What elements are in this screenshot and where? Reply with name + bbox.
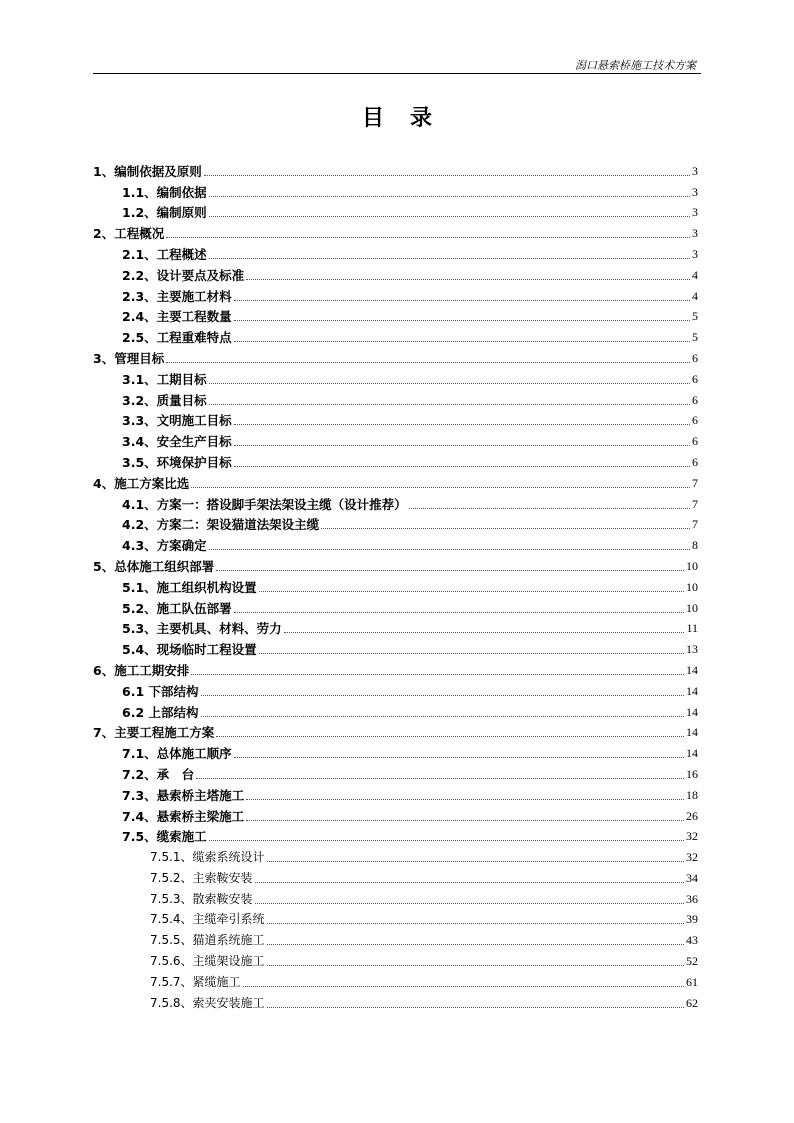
toc-entry-page-number: 10 bbox=[686, 600, 698, 615]
toc-leader-dots bbox=[191, 674, 684, 675]
toc-entry-page-number: 14 bbox=[686, 683, 698, 698]
toc-leader-dots bbox=[255, 903, 684, 904]
toc-entry[interactable] bbox=[93, 241, 698, 262]
toc-entry-label: 6.1 下部结构 bbox=[122, 683, 199, 699]
toc-entry-page-number: 4 bbox=[692, 267, 698, 282]
toc-entry-label: 3.1、工期目标 bbox=[122, 371, 207, 387]
toc-leader-dots bbox=[243, 986, 684, 987]
toc-entry-page-number: 4 bbox=[692, 288, 698, 303]
toc-entry-page-number: 18 bbox=[686, 787, 698, 802]
toc-leader-dots bbox=[267, 944, 684, 945]
toc-entry-page-number: 8 bbox=[692, 538, 698, 553]
toc-entry-label: 7.4、悬索桥主梁施工 bbox=[122, 808, 245, 824]
toc-entry-label: 7.5.5、猫道系统施工 bbox=[150, 933, 265, 948]
toc-entry-label: 5.2、施工队伍部署 bbox=[122, 600, 232, 616]
toc-entry-label: 7.1、总体施工顺序 bbox=[122, 746, 232, 762]
toc-entry[interactable] bbox=[93, 262, 698, 283]
toc-entry-label: 5.3、主要机具、材料、劳力 bbox=[122, 621, 282, 637]
toc-entry[interactable] bbox=[93, 324, 698, 345]
toc-entry-page-number: 52 bbox=[686, 954, 698, 969]
toc-entry[interactable] bbox=[93, 387, 698, 408]
toc-entry-page-number: 36 bbox=[686, 891, 698, 906]
toc-entry[interactable] bbox=[93, 283, 698, 304]
toc-entry-page-number: 3 bbox=[692, 184, 698, 199]
toc-leader-dots bbox=[166, 362, 690, 363]
toc-entry-label: 7.5.1、缆索系统设计 bbox=[150, 850, 265, 865]
toc-entry[interactable] bbox=[93, 740, 698, 761]
toc-entry-page-number: 61 bbox=[686, 974, 698, 989]
toc-entry-label: 7.5.6、主缆架设施工 bbox=[150, 954, 265, 969]
toc-entry[interactable] bbox=[93, 408, 698, 429]
toc-leader-dots bbox=[216, 570, 684, 571]
toc-entry-label: 2.3、主要施工材料 bbox=[122, 288, 232, 304]
toc-entry-page-number: 14 bbox=[686, 746, 698, 761]
toc-entry-label: 1.2、编制原则 bbox=[122, 205, 207, 221]
toc-entry-label: 4.3、方案确定 bbox=[122, 538, 207, 554]
toc-entry-label: 4.1、方案一：搭设脚手架法架设主缆（设计推荐） bbox=[122, 496, 407, 512]
toc-entry-page-number: 10 bbox=[686, 558, 698, 573]
toc-leader-dots bbox=[234, 320, 690, 321]
toc-entry[interactable] bbox=[93, 990, 698, 1011]
toc-leader-dots bbox=[234, 612, 684, 613]
page-title: 目录 bbox=[361, 106, 458, 131]
toc-leader-dots bbox=[201, 695, 685, 696]
toc-entry-page-number: 6 bbox=[692, 392, 698, 407]
toc-entry-label: 5.4、现场临时工程设置 bbox=[122, 642, 257, 658]
toc-entry[interactable] bbox=[93, 886, 698, 907]
toc-leader-dots bbox=[191, 487, 690, 488]
toc-entry-label: 4、施工方案比选 bbox=[93, 475, 190, 491]
toc-leader-dots bbox=[209, 404, 690, 405]
header-divider bbox=[93, 73, 701, 74]
toc-entry-label: 7.5.8、索夹安装施工 bbox=[150, 995, 265, 1010]
toc-leader-dots bbox=[234, 300, 690, 301]
toc-leader-dots bbox=[216, 736, 684, 737]
toc-leader-dots bbox=[234, 466, 690, 467]
toc-entry-label: 1.1、编制依据 bbox=[122, 184, 207, 200]
toc-entry[interactable] bbox=[93, 574, 698, 595]
toc-leader-dots bbox=[409, 508, 690, 509]
toc-leader-dots bbox=[259, 653, 684, 654]
toc-entry[interactable] bbox=[93, 657, 698, 678]
toc-entry[interactable] bbox=[93, 948, 698, 969]
toc-leader-dots bbox=[209, 216, 690, 217]
toc-entry[interactable] bbox=[93, 158, 698, 179]
toc-entry[interactable] bbox=[93, 636, 698, 657]
toc-entry[interactable] bbox=[93, 865, 698, 886]
toc-entry-label: 3.3、文明施工目标 bbox=[122, 413, 232, 429]
toc-leader-dots bbox=[246, 799, 684, 800]
toc-leader-dots bbox=[234, 757, 684, 758]
toc-entry-label: 5、总体施工组织部署 bbox=[93, 558, 215, 574]
toc-leader-dots bbox=[209, 258, 690, 259]
table-of-contents bbox=[93, 158, 698, 1011]
toc-entry-page-number: 5 bbox=[692, 309, 698, 324]
toc-entry-page-number: 14 bbox=[686, 704, 698, 719]
toc-entry-page-number: 3 bbox=[692, 246, 698, 261]
toc-entry[interactable] bbox=[93, 761, 698, 782]
toc-leader-dots bbox=[166, 237, 690, 238]
toc-leader-dots bbox=[246, 279, 690, 280]
toc-entry[interactable] bbox=[93, 782, 698, 803]
toc-entry-page-number: 7 bbox=[692, 496, 698, 511]
toc-entry[interactable] bbox=[93, 907, 698, 928]
toc-entry-label: 7.5.7、紧缆施工 bbox=[150, 974, 241, 989]
toc-entry-label: 7.5.4、主缆牵引系统 bbox=[150, 912, 265, 927]
toc-entry-page-number: 6 bbox=[692, 413, 698, 428]
toc-entry-page-number: 62 bbox=[686, 995, 698, 1010]
toc-entry-label: 3.2、质量目标 bbox=[122, 392, 207, 408]
toc-entry-page-number: 32 bbox=[686, 829, 698, 844]
toc-entry-label: 5.1、施工组织机构设置 bbox=[122, 579, 257, 595]
toc-entry-page-number: 14 bbox=[686, 725, 698, 740]
toc-entry-label: 6、施工工期安排 bbox=[93, 662, 190, 678]
toc-entry-page-number: 43 bbox=[686, 933, 698, 948]
toc-entry-page-number: 3 bbox=[692, 226, 698, 241]
toc-entry-page-number: 7 bbox=[692, 517, 698, 532]
toc-entry-page-number: 13 bbox=[686, 642, 698, 657]
toc-entry-page-number: 16 bbox=[686, 766, 698, 781]
toc-entry-label: 7.2、承 台 bbox=[122, 766, 195, 782]
toc-entry[interactable] bbox=[93, 720, 698, 741]
toc-entry-label: 3.4、安全生产目标 bbox=[122, 434, 232, 450]
toc-entry-page-number: 5 bbox=[692, 330, 698, 345]
toc-leader-dots bbox=[209, 549, 690, 550]
toc-entry[interactable] bbox=[93, 304, 698, 325]
toc-leader-dots bbox=[246, 820, 684, 821]
toc-entry[interactable] bbox=[93, 470, 698, 491]
toc-entry[interactable] bbox=[93, 345, 698, 366]
toc-entry[interactable] bbox=[93, 595, 698, 616]
toc-leader-dots bbox=[209, 840, 684, 841]
toc-entry[interactable] bbox=[93, 220, 698, 241]
toc-entry-label: 6.2 上部结构 bbox=[122, 704, 199, 720]
toc-entry-page-number: 11 bbox=[686, 621, 698, 636]
toc-entry[interactable] bbox=[93, 491, 698, 512]
toc-entry[interactable] bbox=[93, 969, 698, 990]
toc-entry[interactable] bbox=[93, 844, 698, 865]
toc-entry-label: 2.2、设计要点及标准 bbox=[122, 267, 245, 283]
toc-entry-page-number: 3 bbox=[692, 163, 698, 178]
toc-leader-dots bbox=[234, 445, 690, 446]
toc-leader-dots bbox=[267, 1007, 684, 1008]
toc-leader-dots bbox=[234, 424, 690, 425]
toc-leader-dots bbox=[204, 175, 690, 176]
toc-entry-page-number: 39 bbox=[686, 912, 698, 927]
toc-entry-page-number: 6 bbox=[692, 350, 698, 365]
toc-entry-label: 2.4、主要工程数量 bbox=[122, 309, 232, 325]
toc-entry-page-number: 14 bbox=[686, 662, 698, 677]
toc-entry[interactable] bbox=[93, 179, 698, 200]
toc-leader-dots bbox=[259, 591, 684, 592]
toc-entry[interactable] bbox=[93, 678, 698, 699]
toc-leader-dots bbox=[321, 528, 690, 529]
toc-leader-dots bbox=[209, 383, 690, 384]
toc-entry[interactable] bbox=[93, 449, 698, 470]
toc-entry-page-number: 7 bbox=[692, 475, 698, 490]
toc-entry[interactable] bbox=[93, 824, 698, 845]
toc-entry-label: 4.2、方案二：架设猫道法架设主缆 bbox=[122, 517, 320, 533]
toc-entry-page-number: 26 bbox=[686, 808, 698, 823]
toc-entry[interactable] bbox=[93, 803, 698, 824]
toc-entry-label: 3、管理目标 bbox=[93, 350, 165, 366]
toc-entry[interactable] bbox=[93, 512, 698, 533]
toc-entry[interactable] bbox=[93, 532, 698, 553]
toc-entry[interactable] bbox=[93, 699, 698, 720]
toc-entry-page-number: 34 bbox=[686, 870, 698, 885]
toc-entry[interactable] bbox=[93, 553, 698, 574]
toc-leader-dots bbox=[284, 632, 685, 633]
toc-entry[interactable] bbox=[93, 200, 698, 221]
toc-leader-dots bbox=[201, 716, 685, 717]
toc-entry[interactable] bbox=[93, 927, 698, 948]
toc-entry-page-number: 6 bbox=[692, 434, 698, 449]
toc-entry-label: 7.5、缆索施工 bbox=[122, 829, 207, 845]
running-header: 潟口悬索桥施工技术方案 bbox=[575, 59, 696, 72]
toc-entry-page-number: 32 bbox=[686, 850, 698, 865]
toc-entry-label: 2.1、工程概述 bbox=[122, 246, 207, 262]
toc-entry-label: 2.5、工程重难特点 bbox=[122, 330, 232, 346]
toc-entry[interactable] bbox=[93, 616, 698, 637]
toc-entry-label: 7.3、悬索桥主塔施工 bbox=[122, 787, 245, 803]
toc-leader-dots bbox=[267, 965, 684, 966]
toc-entry-label: 7.5.3、散索鞍安装 bbox=[150, 891, 253, 906]
toc-entry-label: 3.5、环境保护目标 bbox=[122, 454, 232, 470]
toc-entry-label: 2、工程概况 bbox=[93, 226, 165, 242]
toc-leader-dots bbox=[234, 341, 690, 342]
toc-entry[interactable] bbox=[93, 428, 698, 449]
toc-entry-label: 7.5.2、主索鞍安装 bbox=[150, 870, 253, 885]
toc-leader-dots bbox=[267, 861, 684, 862]
toc-entry-label: 1、编制依据及原则 bbox=[93, 163, 202, 179]
toc-entry-label: 7、主要工程施工方案 bbox=[93, 725, 215, 741]
toc-leader-dots bbox=[209, 196, 690, 197]
toc-entry-page-number: 6 bbox=[692, 454, 698, 469]
toc-entry[interactable] bbox=[93, 366, 698, 387]
toc-leader-dots bbox=[255, 882, 684, 883]
toc-entry-page-number: 3 bbox=[692, 205, 698, 220]
toc-entry-page-number: 10 bbox=[686, 579, 698, 594]
toc-entry-page-number: 6 bbox=[692, 371, 698, 386]
toc-leader-dots bbox=[267, 923, 684, 924]
toc-leader-dots bbox=[196, 778, 684, 779]
